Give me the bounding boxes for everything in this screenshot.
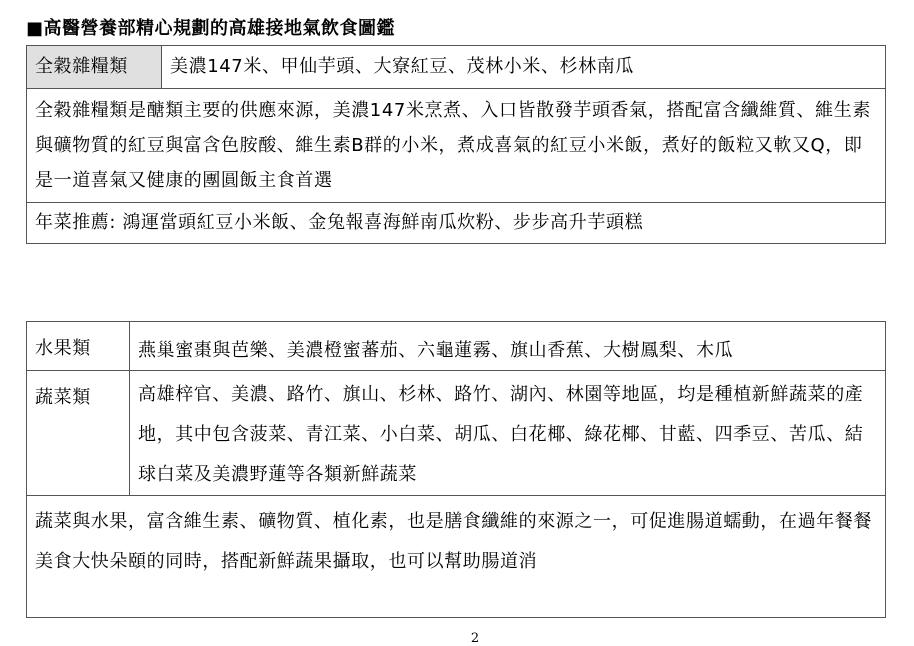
fruit-label: 水果類: [27, 322, 130, 371]
produce-description: 蔬菜與水果，富含維生素、礦物質、植化素，也是膳食纖維的來源之一，可促進腸道蠕動，在過年餐餐美食大快朵頤的同時，搭配新鮮蔬果攝取，也可以幫助腸道消: [27, 496, 886, 618]
grains-items-row: [27, 46, 886, 89]
produce-description-row: [27, 496, 886, 618]
grains-recommendation: 年菜推薦: 鴻運當頭紅豆小米飯、金兔報喜海鮮南瓜炊粉、步步高升芋頭糕: [27, 203, 886, 244]
fruit-items: 燕巢蜜棗與芭樂、美濃橙蜜蕃茄、六龜蓮霧、旗山香蕉、大樹鳳梨、木瓜: [130, 322, 886, 371]
grains-recommendation-row: [27, 203, 886, 244]
grains-items: 美濃147米、甲仙芋頭、大寮紅豆、茂林小米、杉林南瓜: [162, 46, 886, 89]
produce-table: [26, 321, 886, 618]
fruit-row: [27, 322, 886, 371]
grains-label: 全穀雜糧類: [27, 46, 162, 89]
veg-row: [27, 371, 886, 496]
grains-description: 全穀雜糧類是醣類主要的供應來源，美濃147米烹煮、入口皆散發芋頭香氣，搭配富含纖維質、維生素與礦物質的紅豆與富含色胺酸、維生素B群的小米，煮成喜氣的紅豆小米飯，煮好的飯粒又軟又Q，即是一道喜氣又健康的團圓飯主食首選: [27, 89, 886, 203]
veg-label: 蔬菜類: [27, 371, 130, 496]
page-heading: ■高醫營養部精心規劃的高雄接地氣飲食圖鑑: [26, 18, 396, 39]
grains-description-row: [27, 89, 886, 203]
veg-items: 高雄梓官、美濃、路竹、旗山、杉林、路竹、湖內、林園等地區，均是種植新鮮蔬菜的產地，其中包含菠菜、青江菜、小白菜、胡瓜、白花椰、綠花椰、甘藍、四季豆、苦瓜、結球白菜及美濃野蓮等各類新鮮蔬菜: [130, 371, 886, 496]
grains-table: [26, 45, 886, 244]
page-number: 2: [470, 631, 480, 646]
